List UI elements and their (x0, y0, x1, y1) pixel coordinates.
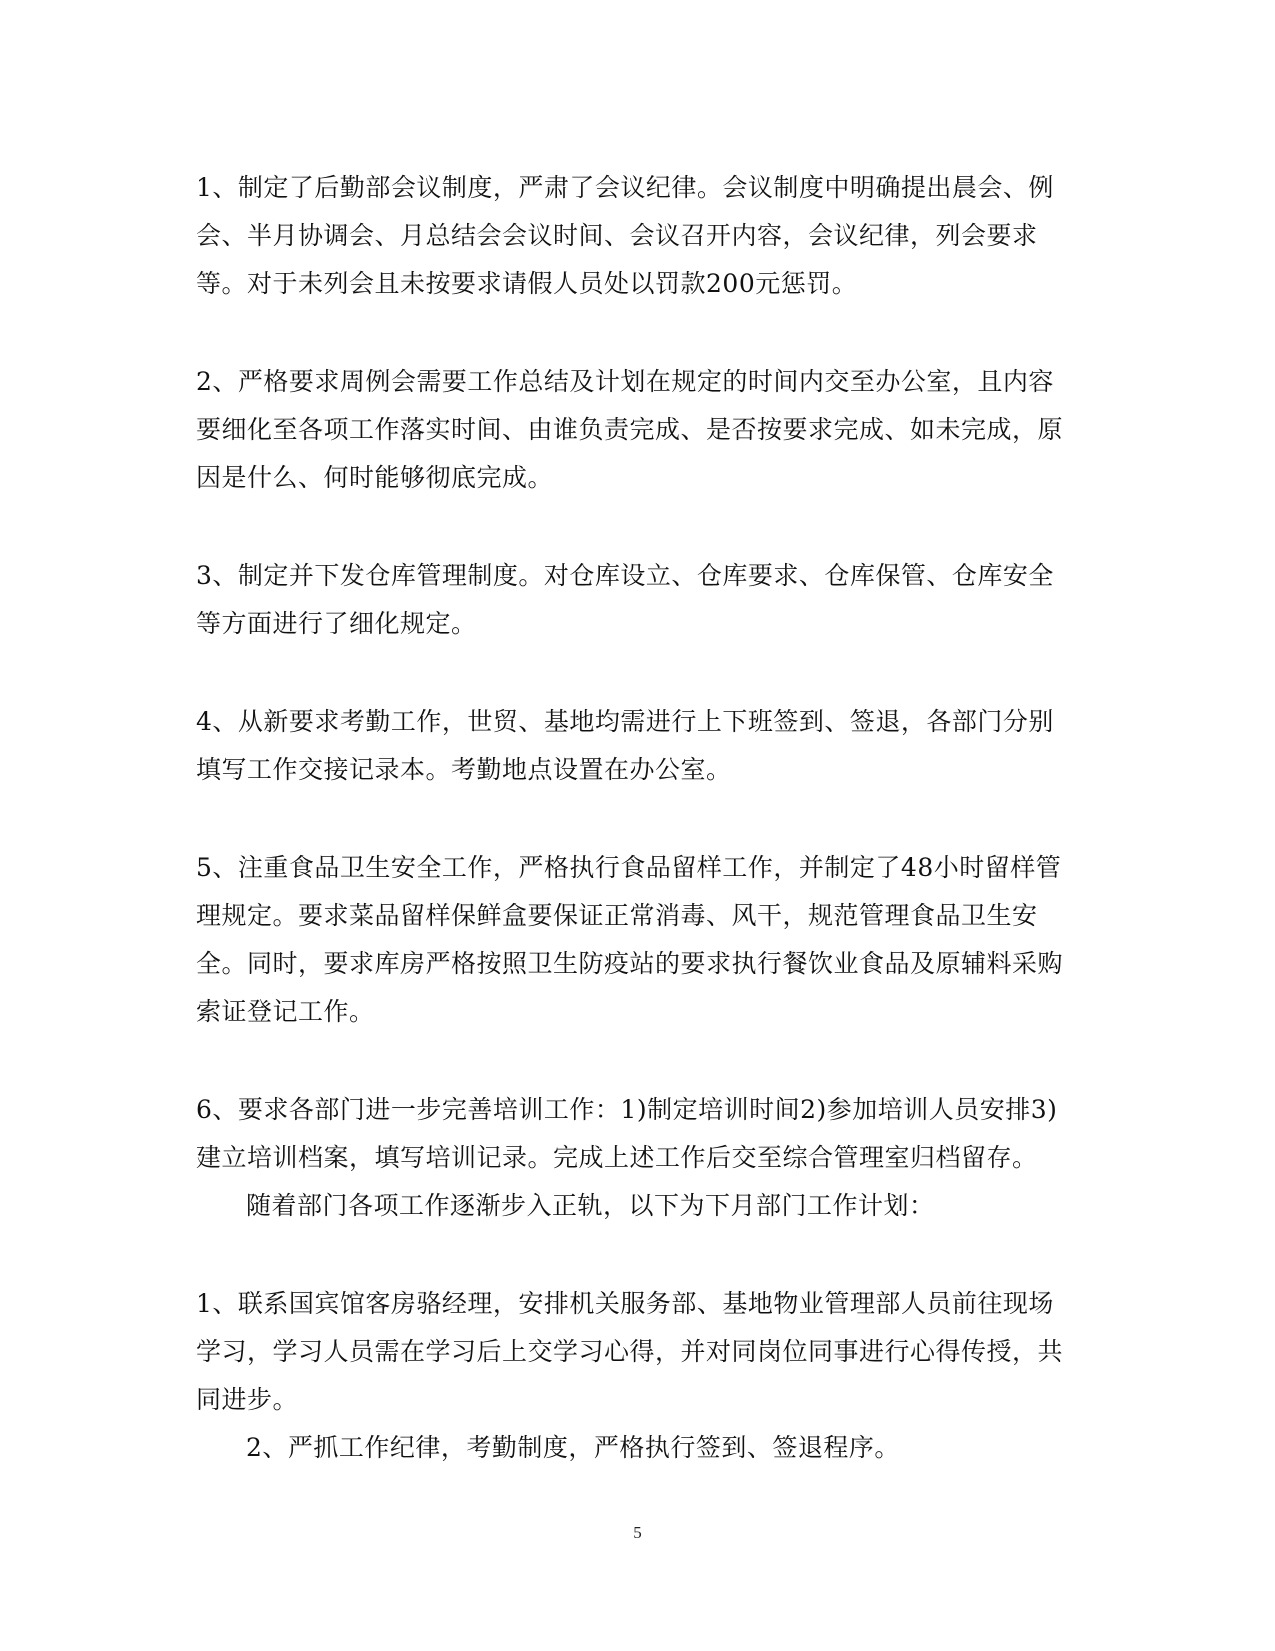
document-body (196, 164, 1076, 1472)
paragraph-plan-1: 1、联系国宾馆客房骆经理，安排机关服务部、基地物业管理部人员前往现场学习，学习人员需在学习后上交学习心得，并对同岗位同事进行心得传授，共同进步。 (196, 1289, 1064, 1414)
paragraph-plan-2: 2、严抓工作纪律，考勤制度，严格执行签到、签退程序。 (246, 1433, 900, 1462)
paragraph-3: 3、制定并下发仓库管理制度。对仓库设立、仓库要求、仓库保管、仓库安全等方面进行了细化规定。 (196, 561, 1054, 638)
page-number: 5 (633, 1523, 642, 1542)
paragraph-2: 2、严格要求周例会需要工作总结及计划在规定的时间内交至办公室，且内容要细化至各项工作落实时间、由谁负责完成、是否按要求完成、如未完成，原因是什么、何时能够彻底完成。 (196, 367, 1064, 492)
paragraph-1: 1、制定了后勤部会议制度，严肃了会议纪律。会议制度中明确提出晨会、例会、半月协调会、月总结会会议时间、会议召开内容，会议纪律，列会要求等。对于未列会且未按要求请假人员处以罚款200元惩罚。 (196, 173, 1054, 298)
paragraph-5: 5、注重食品卫生安全工作，严格执行食品留样工作，并制定了48小时留样管理规定。要求菜品留样保鲜盒要保证正常消毒、风干，规范管理食品卫生安全。同时，要求库房严格按照卫生防疫站的要求执行餐饮业食品及原辅料采购索证登记工作。 (196, 853, 1064, 1026)
paragraph-next-month-intro: 随着部门各项工作逐渐步入正轨，以下为下月部门工作计划： (246, 1191, 935, 1220)
paragraph-4: 4、从新要求考勤工作，世贸、基地均需进行上下班签到、签退，各部门分别填写工作交接记录本。考勤地点设置在办公室。 (196, 707, 1054, 784)
paragraph-6: 6、要求各部门进一步完善培训工作：1)制定培训时间2)参加培训人员安排3)建立培训档案，填写培训记录。完成上述工作后交至综合管理室归档留存。 (196, 1095, 1058, 1172)
